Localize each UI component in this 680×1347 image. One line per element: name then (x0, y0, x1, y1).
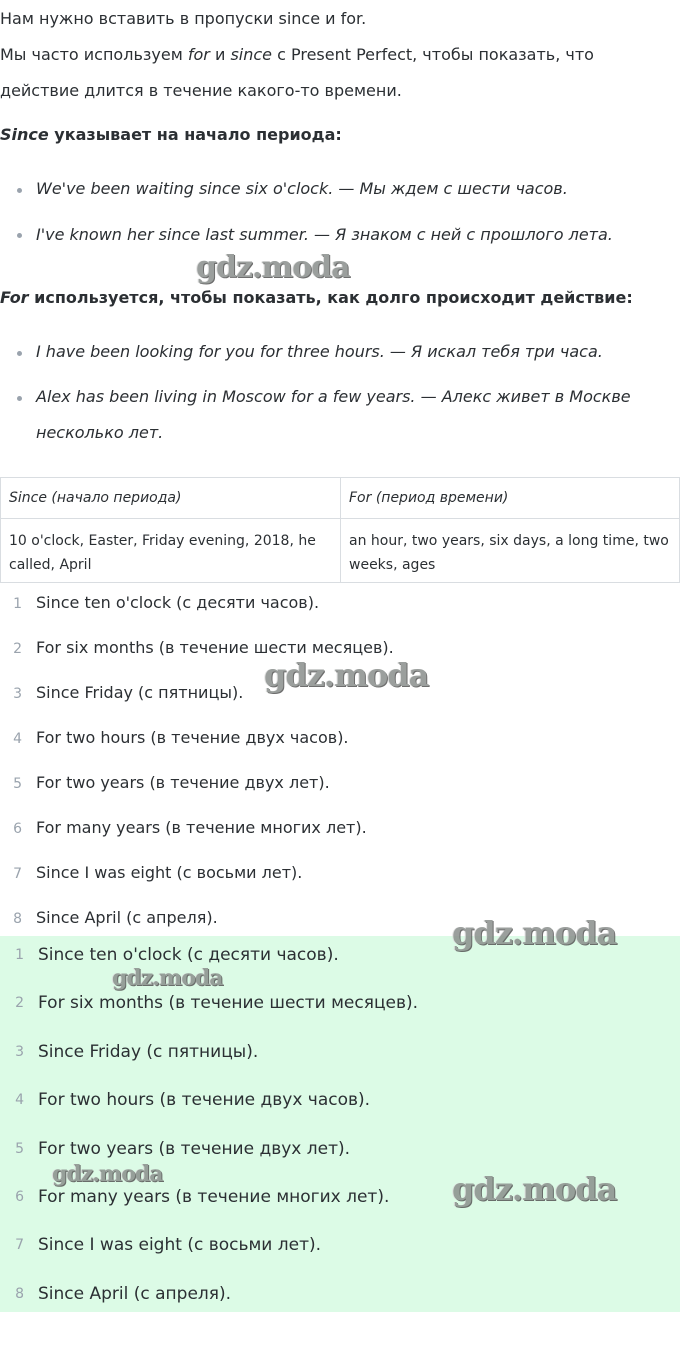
watermark: gdz.moda (452, 914, 617, 952)
for-example-2: Alex has been living in Moscow for a few years. — Алекс живет в Москве (36, 387, 631, 406)
intro-line-3: действие длится в течение какого-то времени. (0, 81, 402, 100)
table-cell-line: weeks, ages (349, 557, 436, 573)
since-heading-word: Since (0, 125, 49, 144)
bullet-icon (17, 233, 22, 238)
intro-line-2 (0, 45, 594, 65)
table-header-since: Since (начало периода) (1, 478, 341, 519)
intro-text-b: и (209, 45, 231, 64)
answer-item: Since Friday (с пятницы). (36, 683, 244, 702)
intro-line-1: Нам нужно вставить в пропуски since и for. (0, 9, 367, 28)
intro-text-c: с Present Perfect, чтобы показать, что (272, 45, 594, 64)
bullet-icon (17, 188, 22, 193)
answer-number: 6 (13, 821, 22, 837)
watermark: gdz.moda (112, 965, 223, 991)
answer-number: 7 (13, 866, 22, 882)
for-example-2-continued: несколько лет. (36, 423, 164, 442)
watermark: gdz.moda (264, 656, 429, 694)
answer-number: 8 (15, 1286, 24, 1302)
table-header-row (1, 478, 680, 519)
answer-item: For six months (в течение шести месяцев). (38, 993, 419, 1013)
for-heading (0, 288, 633, 308)
intro-for-word: for (187, 45, 210, 64)
answer-number: 7 (15, 1237, 24, 1253)
table-cell-line: 10 o'clock, Easter, Friday evening, 2018, he (9, 533, 316, 549)
for-heading-word: For (0, 288, 29, 307)
table-cell-line: called, April (9, 557, 92, 573)
answer-item: Since ten o'clock (с десяти часов). (36, 593, 320, 612)
answer-item: For two years (в течение двух лет). (36, 773, 330, 792)
answer-item: Since I was eight (с восьми лет). (38, 1235, 322, 1255)
table-header-for: For (период времени) (341, 478, 680, 519)
answer-item: For many years (в течение многих лет). (36, 818, 367, 837)
answer-number: 1 (13, 596, 22, 612)
answer-item: Since ten o'clock (с десяти часов). (38, 945, 339, 965)
watermark: gdz.moda (196, 250, 350, 285)
watermark: gdz.moda (452, 1170, 617, 1208)
answer-number: 8 (13, 911, 22, 927)
intro-text-a: Мы часто используем (0, 45, 188, 64)
since-example-2: I've known her since last summer. — Я знаком с ней с прошлого лета. (36, 225, 613, 244)
table-cell-for (341, 519, 680, 583)
since-for-table (0, 477, 680, 583)
intro-since-word: since (230, 45, 272, 64)
since-heading (0, 125, 342, 145)
answer-panel (0, 936, 680, 1312)
for-example-1: I have been looking for you for three hours. — Я искал тебя три часа. (36, 342, 603, 361)
for-heading-rest: используется, чтобы показать, как долго происходит действие: (28, 288, 633, 307)
answer-number: 5 (15, 1141, 24, 1157)
answer-item: For two hours (в течение двух часов). (38, 1090, 371, 1110)
answer-number: 1 (15, 947, 24, 963)
answer-item: For two hours (в течение двух часов). (36, 728, 349, 747)
watermark: gdz.moda (52, 1161, 163, 1187)
answer-item: Since I was eight (с восьми лет). (36, 863, 303, 882)
table-row (1, 519, 680, 583)
answer-item: Since April (с апреля). (38, 1284, 232, 1304)
answer-number: 2 (15, 995, 24, 1011)
answer-item: For six months (в течение шести месяцев). (36, 638, 394, 657)
since-heading-rest: указывает на начало периода: (48, 125, 342, 144)
answer-number: 6 (15, 1189, 24, 1205)
answer-item: For many years (в течение многих лет). (38, 1187, 390, 1207)
answer-number: 4 (13, 731, 22, 747)
table-cell-line: an hour, two years, six days, a long time, two (349, 533, 669, 549)
table-cell-since (1, 519, 341, 583)
bullet-icon (17, 396, 22, 401)
answer-item: Since Friday (с пятницы). (38, 1042, 259, 1062)
since-example-1: We've been waiting since six o'clock. — Мы ждем с шести часов. (36, 179, 568, 198)
answer-number: 4 (15, 1092, 24, 1108)
answer-item: Since April (с апреля). (36, 908, 218, 927)
answer-number: 5 (13, 776, 22, 792)
answer-item: For two years (в течение двух лет). (38, 1139, 351, 1159)
bullet-icon (17, 351, 22, 356)
answer-number: 3 (13, 686, 22, 702)
answer-number: 3 (15, 1044, 24, 1060)
answer-number: 2 (13, 641, 22, 657)
